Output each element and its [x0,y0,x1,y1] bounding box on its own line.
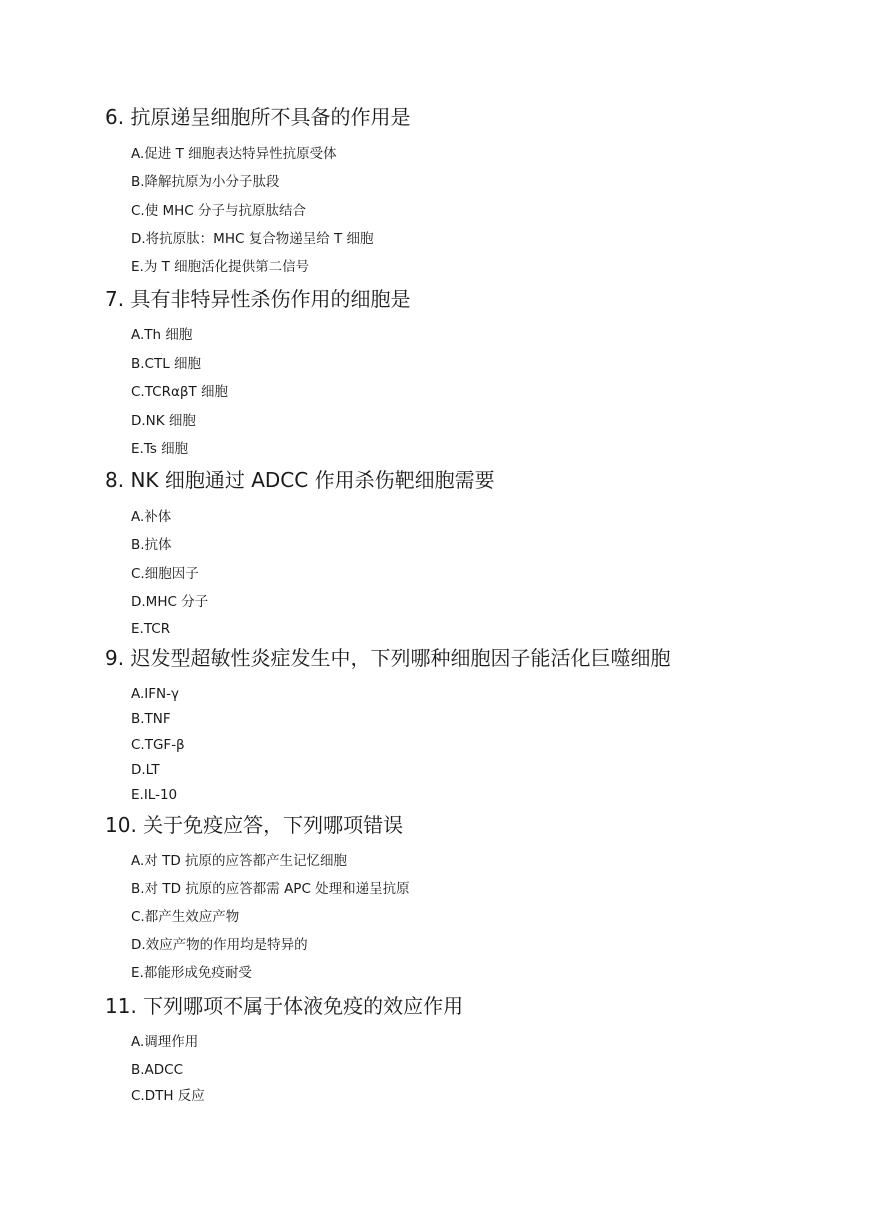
question-6-stem: 6. 抗原递呈细胞所不具备的作用是 [105,105,411,129]
question-6-option-e: E.为 T 细胞活化提供第二信号 [131,259,310,275]
question-9-option-a: A.IFN-γ [131,686,179,702]
question-10-option-d: D.效应产物的作用均是特异的 [131,937,308,953]
question-10-stem: 10. 关于免疫应答，下列哪项错误 [105,813,404,837]
question-8-option-e: E.TCR [131,621,171,637]
question-7-option-d: D.NK 细胞 [131,413,196,429]
question-11-stem: 11. 下列哪项不属于体液免疫的效应作用 [105,994,464,1018]
question-10-option-a: A.对 TD 抗原的应答都产生记忆细胞 [131,853,348,869]
question-11-option-a: A.调理作用 [131,1034,199,1050]
question-8-stem: 8. NK 细胞通过 ADCC 作用杀伤靶细胞需要 [105,468,495,492]
question-6-option-b: B.降解抗原为小分子肽段 [131,174,280,190]
question-8-option-b: B.抗体 [131,537,172,553]
question-8-option-d: D.MHC 分子 [131,594,209,610]
question-8-option-c: C.细胞因子 [131,566,199,582]
question-6-option-c: C.使 MHC 分子与抗原肽结合 [131,203,307,219]
question-9-option-b: B.TNF [131,711,171,727]
question-6-option-a: A.促进 T 细胞表达特异性抗原受体 [131,146,337,162]
question-8-option-a: A.补体 [131,509,172,525]
question-9-option-c: C.TGF-β [131,737,185,753]
question-10-option-e: E.都能形成免疫耐受 [131,965,252,981]
question-10-option-b: B.对 TD 抗原的应答都需 APC 处理和递呈抗原 [131,881,410,897]
question-7-option-c: C.TCRαβT 细胞 [131,384,229,400]
question-7-option-e: E.Ts 细胞 [131,441,189,457]
question-7-option-a: A.Th 细胞 [131,327,193,343]
question-9-option-e: E.IL-10 [131,787,178,803]
question-9-stem: 9. 迟发型超敏性炎症发生中，下列哪种细胞因子能活化巨噬细胞 [105,646,671,670]
question-7-option-b: B.CTL 细胞 [131,356,202,372]
question-6-option-d: D.将抗原肽：MHC 复合物递呈给 T 细胞 [131,231,374,247]
question-10-option-c: C.都产生效应产物 [131,909,240,925]
question-9-option-d: D.LT [131,762,160,778]
question-11-option-b: B.ADCC [131,1062,184,1078]
question-7-stem: 7. 具有非特异性杀伤作用的细胞是 [105,287,411,311]
question-11-option-c: C.DTH 反应 [131,1088,205,1104]
